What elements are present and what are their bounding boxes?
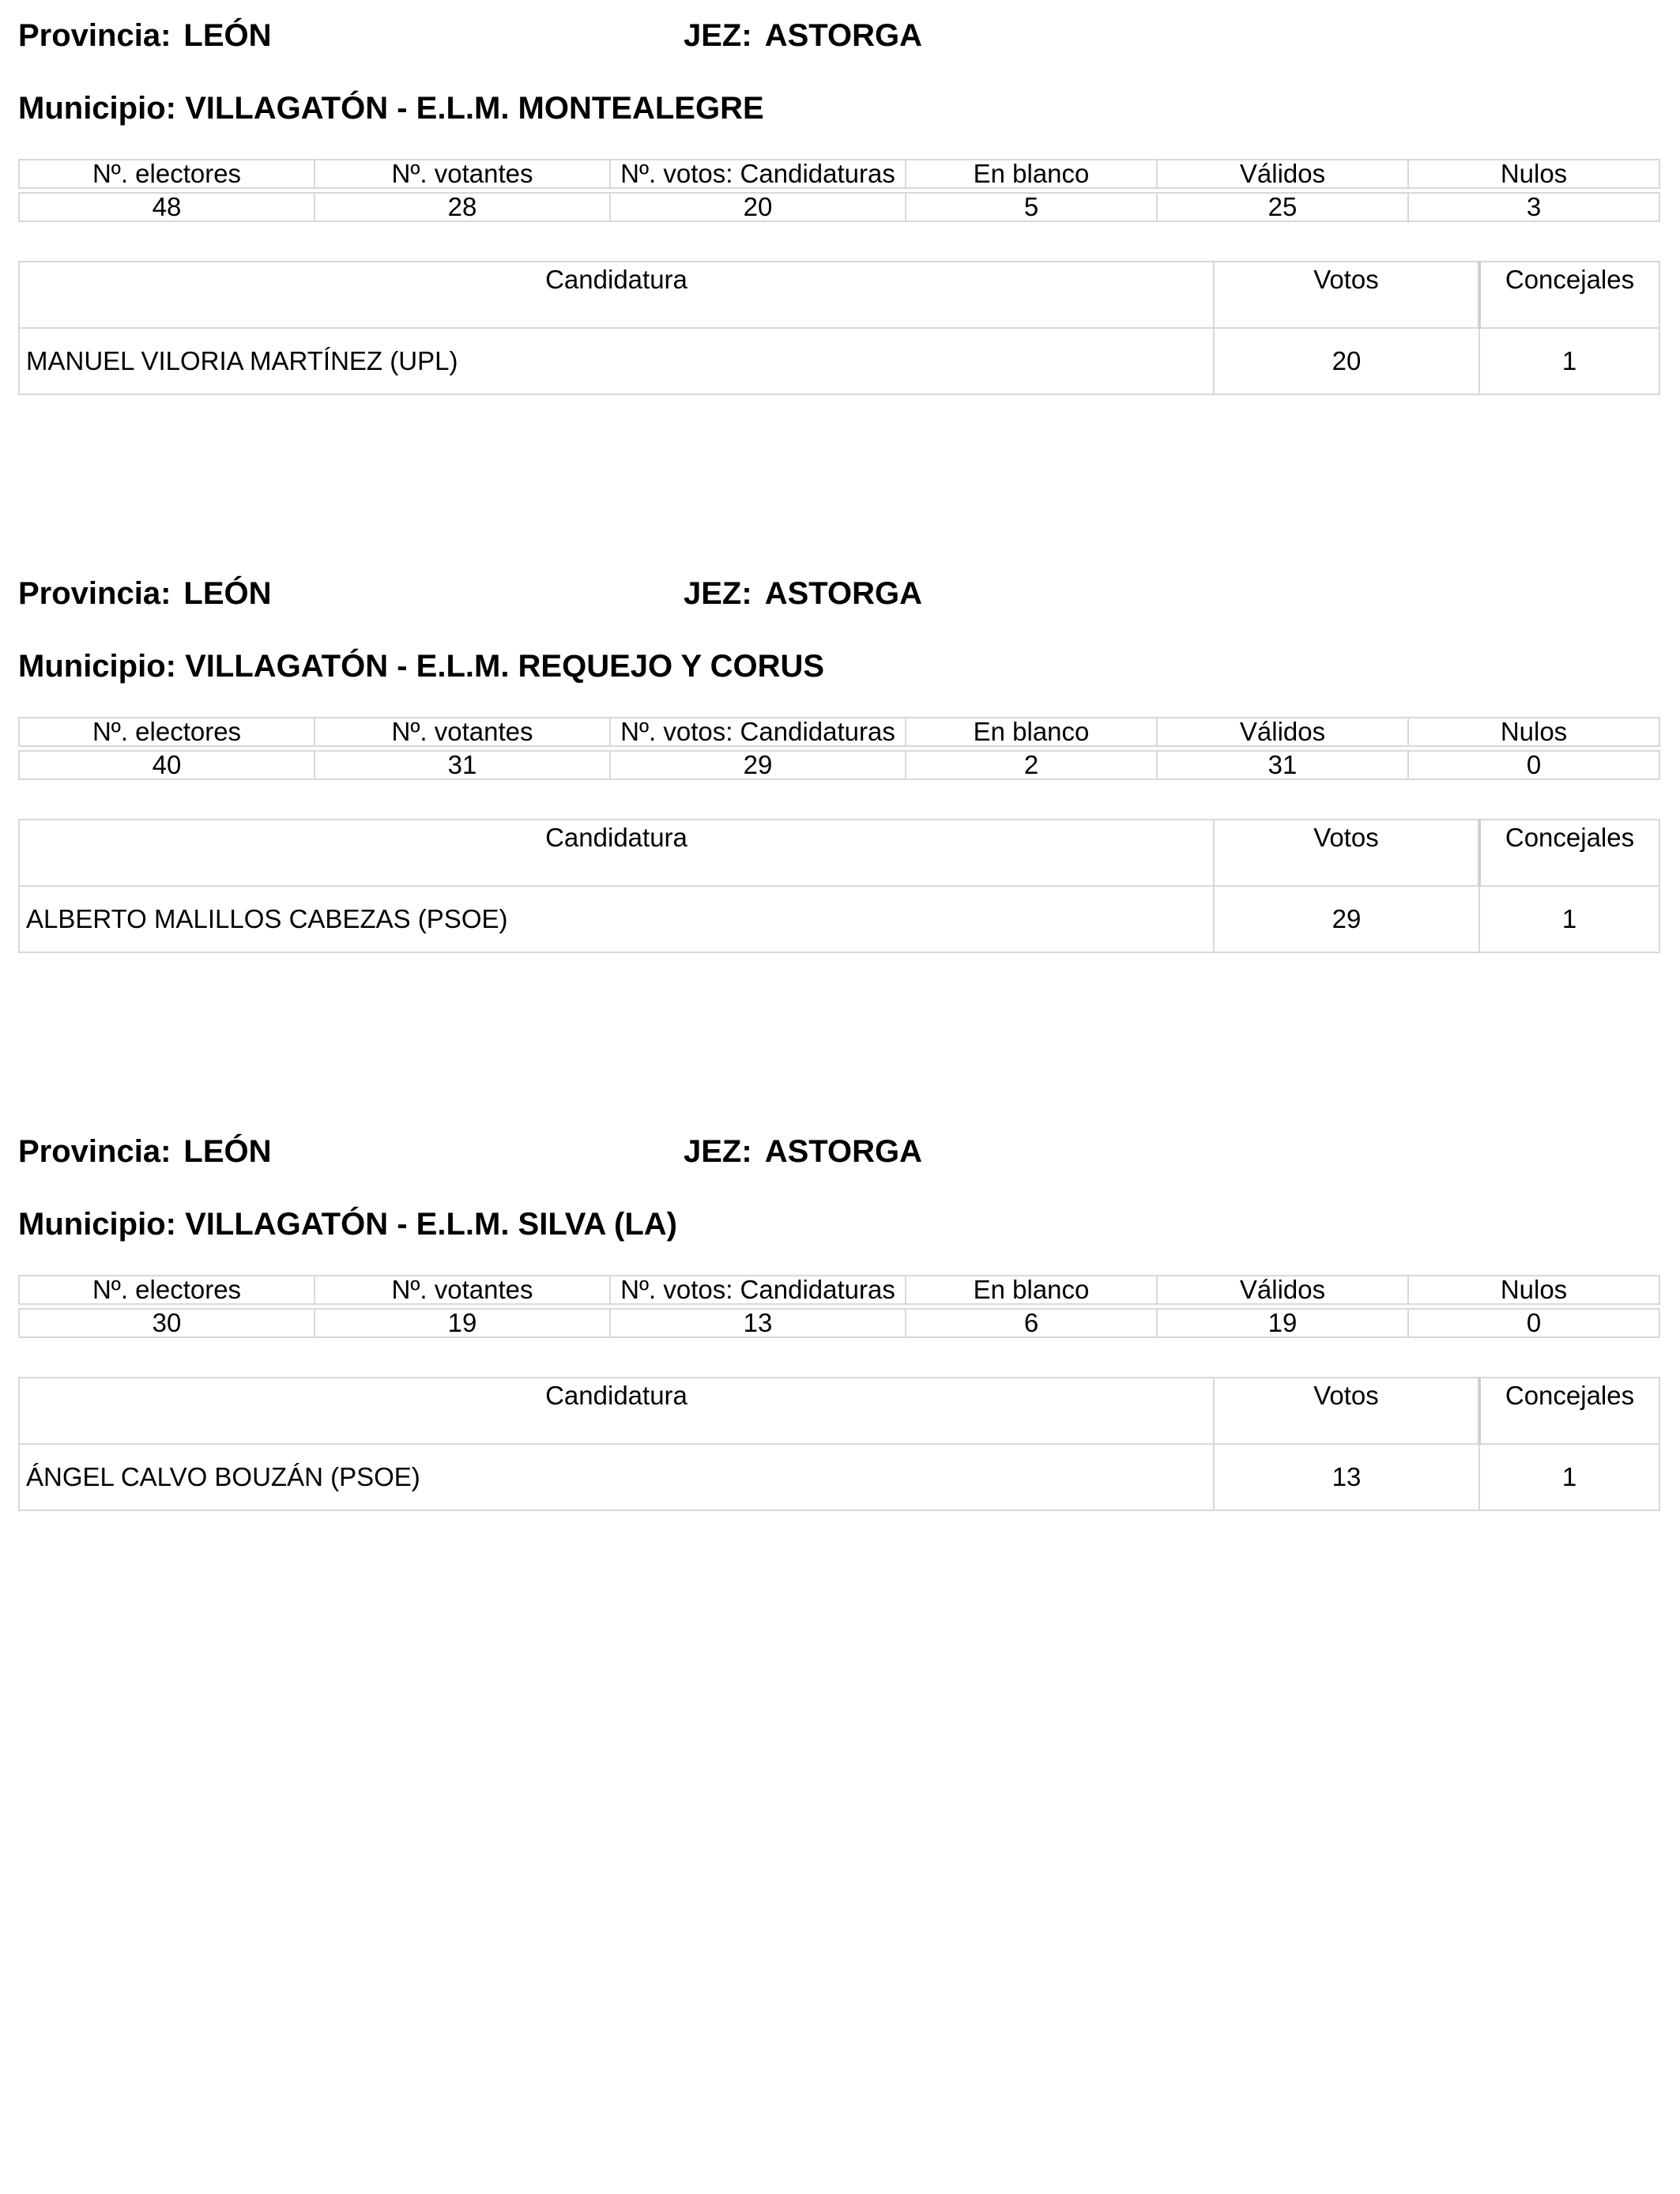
electores-header: Nº. electores	[19, 160, 315, 188]
en-blanco-header: En blanco	[906, 1276, 1157, 1304]
nulos-header: Nulos	[1408, 160, 1659, 188]
candidatura-concejales: 1	[1479, 886, 1659, 952]
summary-table	[18, 159, 1660, 222]
summary-values-row	[19, 193, 1659, 221]
provincia-label: Provincia:	[18, 18, 171, 53]
summary-header-row	[19, 160, 1659, 188]
votantes-value: 31	[315, 751, 610, 779]
candidaturas-header-row	[19, 820, 1659, 886]
electores-value: 40	[19, 751, 315, 779]
header-line	[18, 16, 1659, 55]
provincia-label: Provincia:	[18, 1134, 171, 1169]
validos-header: Válidos	[1157, 1276, 1408, 1304]
summary-header-row	[19, 718, 1659, 746]
votos-header: Votos	[1214, 1378, 1479, 1444]
jez-label: JEZ:	[684, 18, 752, 53]
en-blanco-value: 6	[906, 1309, 1157, 1337]
candidatura-votos: 13	[1214, 1444, 1479, 1510]
summary-table	[18, 717, 1660, 780]
municipio-label: Municipio:	[18, 91, 176, 126]
table-row	[19, 328, 1659, 394]
votos-candidaturas-value: 20	[610, 193, 906, 221]
municipio-value: VILLAGATÓN - E.L.M. MONTEALEGRE	[185, 91, 764, 126]
municipio-title	[18, 1204, 677, 1244]
electores-value: 48	[19, 193, 315, 221]
votos-header: Votos	[1214, 262, 1479, 328]
summary-values-row	[19, 1309, 1659, 1337]
candidatura-name: MANUEL VILORIA MARTÍNEZ (UPL)	[19, 328, 1214, 394]
candidatura-concejales: 1	[1479, 1444, 1659, 1510]
en-blanco-value: 2	[906, 751, 1157, 779]
table-row	[19, 1444, 1659, 1510]
municipio-title	[18, 89, 764, 128]
votos-candidaturas-header: Nº. votos: Candidaturas	[610, 160, 906, 188]
candidatura-votos: 20	[1214, 328, 1479, 394]
candidaturas-table	[18, 819, 1660, 953]
candidaturas-header-row	[19, 1378, 1659, 1444]
validos-header: Válidos	[1157, 718, 1408, 746]
concejales-header: Concejales	[1479, 820, 1659, 886]
votos-header: Votos	[1214, 820, 1479, 886]
summary-table	[18, 1275, 1660, 1338]
provincia-value: LEÓN	[183, 1134, 272, 1169]
validos-header: Válidos	[1157, 160, 1408, 188]
votantes-header: Nº. votantes	[315, 1276, 610, 1304]
provincia-value: LEÓN	[183, 18, 272, 53]
nulos-value: 0	[1408, 751, 1659, 779]
votantes-header: Nº. votantes	[315, 160, 610, 188]
concejales-header: Concejales	[1479, 1378, 1659, 1444]
summary-values-row	[19, 751, 1659, 779]
votos-candidaturas-value: 29	[610, 751, 906, 779]
table-row	[19, 886, 1659, 952]
provincia-field	[18, 574, 272, 613]
candidatura-header: Candidatura	[19, 262, 1214, 328]
en-blanco-header: En blanco	[906, 718, 1157, 746]
municipio-value: VILLAGATÓN - E.L.M. SILVA (LA)	[185, 1207, 677, 1242]
validos-value: 25	[1157, 193, 1408, 221]
jez-value: ASTORGA	[764, 576, 922, 611]
candidatura-concejales: 1	[1479, 328, 1659, 394]
municipio-label: Municipio:	[18, 649, 176, 684]
jez-value: ASTORGA	[764, 18, 922, 53]
candidatura-name: ALBERTO MALILLOS CABEZAS (PSOE)	[19, 886, 1214, 952]
jez-label: JEZ:	[684, 1134, 752, 1169]
jez-value: ASTORGA	[764, 1134, 922, 1169]
nulos-header: Nulos	[1408, 1276, 1659, 1304]
concejales-header: Concejales	[1479, 262, 1659, 328]
municipio-label: Municipio:	[18, 1207, 176, 1242]
jez-field	[684, 574, 922, 613]
votantes-value: 28	[315, 193, 610, 221]
municipio-value: VILLAGATÓN - E.L.M. REQUEJO Y CORUS	[185, 649, 825, 684]
provincia-field	[18, 1132, 272, 1171]
jez-field	[684, 1132, 922, 1171]
header-line	[18, 574, 1659, 613]
candidatura-name: ÁNGEL CALVO BOUZÁN (PSOE)	[19, 1444, 1214, 1510]
provincia-value: LEÓN	[183, 576, 272, 611]
candidaturas-table	[18, 1377, 1660, 1511]
votantes-value: 19	[315, 1309, 610, 1337]
jez-label: JEZ:	[684, 576, 752, 611]
en-blanco-header: En blanco	[906, 160, 1157, 188]
electores-header: Nº. electores	[19, 718, 315, 746]
en-blanco-value: 5	[906, 193, 1157, 221]
provincia-label: Provincia:	[18, 576, 171, 611]
candidatura-header: Candidatura	[19, 1378, 1214, 1444]
nulos-header: Nulos	[1408, 718, 1659, 746]
votos-candidaturas-value: 13	[610, 1309, 906, 1337]
votos-candidaturas-header: Nº. votos: Candidaturas	[610, 1276, 906, 1304]
electores-header: Nº. electores	[19, 1276, 315, 1304]
electores-value: 30	[19, 1309, 315, 1337]
municipio-title	[18, 647, 824, 686]
candidaturas-table	[18, 261, 1660, 395]
votos-candidaturas-header: Nº. votos: Candidaturas	[610, 718, 906, 746]
nulos-value: 0	[1408, 1309, 1659, 1337]
validos-value: 31	[1157, 751, 1408, 779]
nulos-value: 3	[1408, 193, 1659, 221]
provincia-field	[18, 16, 272, 55]
header-line	[18, 1132, 1659, 1171]
candidaturas-header-row	[19, 262, 1659, 328]
jez-field	[684, 16, 922, 55]
candidatura-votos: 29	[1214, 886, 1479, 952]
validos-value: 19	[1157, 1309, 1408, 1337]
candidatura-header: Candidatura	[19, 820, 1214, 886]
votantes-header: Nº. votantes	[315, 718, 610, 746]
summary-header-row	[19, 1276, 1659, 1304]
